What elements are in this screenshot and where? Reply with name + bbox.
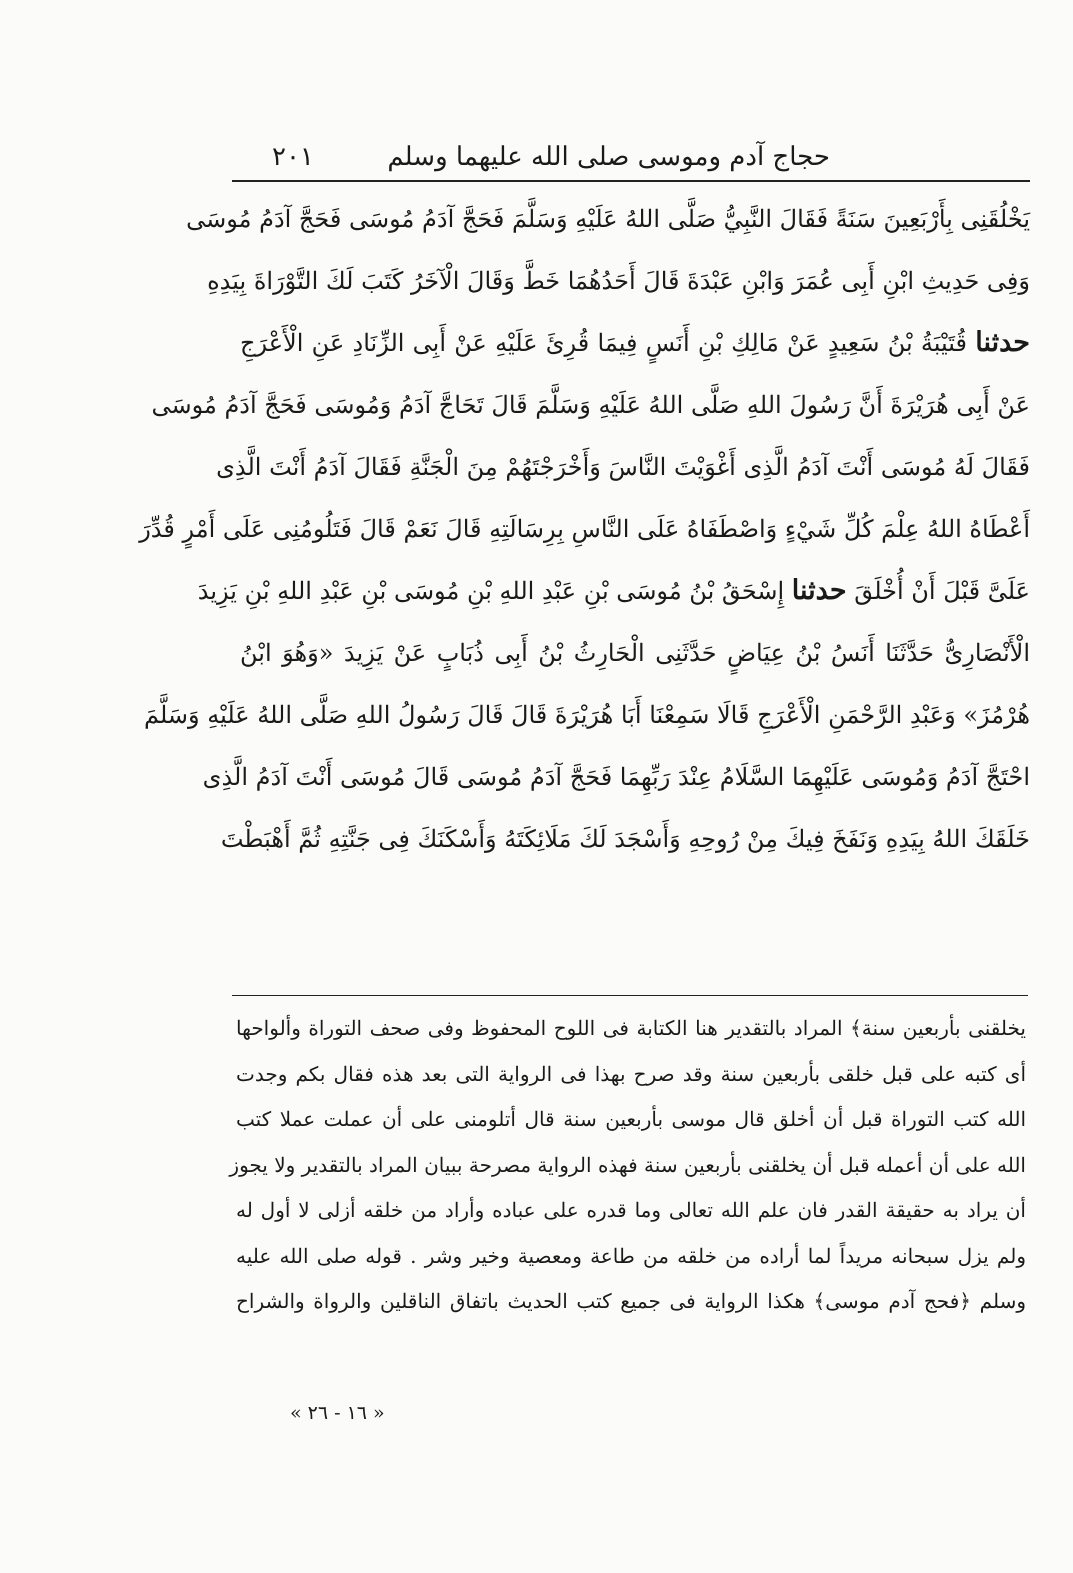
note-line: أن يراد به حقيقة القدر فان علم الله تعالى وما قدره على عباده وأراد من خلقه أزلى لا أول له xyxy=(236,1198,1026,1222)
text-line: فَقَالَ لَهُ مُوسَى أَنْتَ آدَمُ الَّذِى أَغْوَيْتَ النَّاسَ وَأَخْرَجْتَهُمْ مِنَ الْجَنَّةِ فَقَالَ آدَمُ أَنْتَ الَّذِى xyxy=(216,453,1030,481)
text-line xyxy=(197,560,1030,622)
commentary-text xyxy=(229,1006,1026,1325)
running-header xyxy=(232,126,1030,182)
text-segment: إِسْحَقُ بْنُ مُوسَى بْنِ عَبْدِ اللهِ بْنِ مُوسَى بْنِ عَبْدِ اللهِ بْنِ يَزِيدَ xyxy=(197,577,792,605)
text-line xyxy=(240,312,1030,374)
note-line: وسلم ﴿فحج آدم موسى﴾ هكذا الرواية فى جميع كتب الحديث باتفاق الناقلين والرواة والشراح xyxy=(236,1289,1026,1313)
footnote-divider xyxy=(232,995,1028,996)
text-line: يَخْلُقَنِى بِأَرْبَعِينَ سَنَةً فَقَالَ النَّبِيُّ صَلَّى اللهُ عَلَيْهِ وَسَلَّمَ فَحَجَّ آدَمُ مُوسَى فَحَجَّ آدَمُ مُوسَى xyxy=(186,205,1030,233)
text-line: أَعْطَاهُ اللهُ عِلْمَ كُلِّ شَيْءٍ وَاصْطَفَاهُ عَلَى النَّاسِ بِرِسَالَتِهِ قَالَ نَعَمْ قَالَ فَتَلُومُنِى عَلَى أَمْرٍ قُدِّرَ xyxy=(139,515,1030,543)
note-line: يخلقنى بأربعين سنة﴾ المراد بالتقدير هنا الكتابة فى اللوح المحفوظ وفى صحف التوراة وألواحها xyxy=(236,1016,1026,1040)
note-line: أى كتبه على قبل خلقى بأربعين سنة وقد صرح بهذا فى الرواية التى بعد هذه فقال بكم وجدت xyxy=(236,1061,1026,1086)
page-number: ٢٠١ xyxy=(272,142,314,172)
text-segment: عَلَىَّ قَبْلَ أَنْ أُخْلَقَ xyxy=(846,577,1030,605)
signature-mark: « ١٦ - ٢٦ » xyxy=(290,1402,385,1424)
note-line: الله كتب التوراة قبل أن أخلق قال موسى بأربعين سنة قال أتلومنى على أن عملت عملا كتب xyxy=(236,1107,1026,1131)
text-line: وَفِى حَدِيثِ ابْنِ أَبِى عُمَرَ وَابْنِ عَبْدَةَ قَالَ أَحَدُهُمَا خَطَّ وَقَالَ الْآخَرُ كَتَبَ لَكَ التَّوْرَاةَ بِيَدِهِ xyxy=(207,267,1030,295)
text-line: عَنْ أَبِى هُرَيْرَةَ أَنَّ رَسُولَ اللهِ صَلَّى اللهُ عَلَيْهِ وَسَلَّمَ قَالَ تَحَاجَّ آدَمُ وَمُوسَى فَحَجَّ آدَمُ مُوسَى xyxy=(151,391,1030,419)
text-line: خَلَقَكَ اللهُ بِيَدِهِ وَنَفَخَ فِيكَ مِنْ رُوحِهِ وَأَسْجَدَ لَكَ مَلَائِكَتَهُ وَأَسْكَنَكَ فِى جَنَّتِهِ ثُمَّ أَهْبَطْتَ xyxy=(220,825,1030,853)
note-line: ولم يزل سبحانه مريداً لما أراده من خلقه من طاعة ومعصية وخير وشر . قوله صلى الله عليه xyxy=(236,1243,1026,1268)
text-segment: قُتَيْبَةُ بْنُ سَعِيدٍ عَنْ مَالِكِ بْنِ أَنَسٍ فِيمَا قُرِئَ عَلَيْهِ عَنْ أَبِى الزِّنَادِ عَنِ الْأَعْرَجِ xyxy=(240,329,976,357)
narration-keyword: حدثنا xyxy=(975,327,1030,358)
hadith-text xyxy=(139,188,1030,870)
note-line: الله على أن أعمله قبل أن يخلقنى بأربعين سنة فهذه الرواية مصرحة ببيان المراد بالتقدير ولا يجوز xyxy=(229,1152,1026,1177)
chapter-title: حجاج آدم وموسى صلى الله عليهما وسلم xyxy=(387,142,830,172)
text-line: احْتَجَّ آدَمُ وَمُوسَى عَلَيْهِمَا السَّلَامُ عِنْدَ رَبِّهِمَا فَحَجَّ آدَمُ مُوسَى قَالَ مُوسَى أَنْتَ آدَمُ الَّذِى xyxy=(202,763,1030,791)
text-line: الْأَنْصَارِىُّ حَدَّثَنَا أَنَسُ بْنُ عِيَاضٍ حَدَّثَنِى الْحَارِثُ بْنُ أَبِى ذُبَابٍ عَنْ يَزِيدَ «وَهُوَ ابْنُ xyxy=(240,639,1030,667)
text-line: هُرْمُزَ» وَعَبْدِ الرَّحْمَنِ الْأَعْرَجِ قَالَا سَمِعْنَا أَبَا هُرَيْرَةَ قَالَ قَالَ رَسُولُ اللهِ صَلَّى اللهُ عَلَيْهِ وَسَلَّمَ xyxy=(143,701,1030,729)
narration-keyword: حدثنا xyxy=(791,575,847,606)
